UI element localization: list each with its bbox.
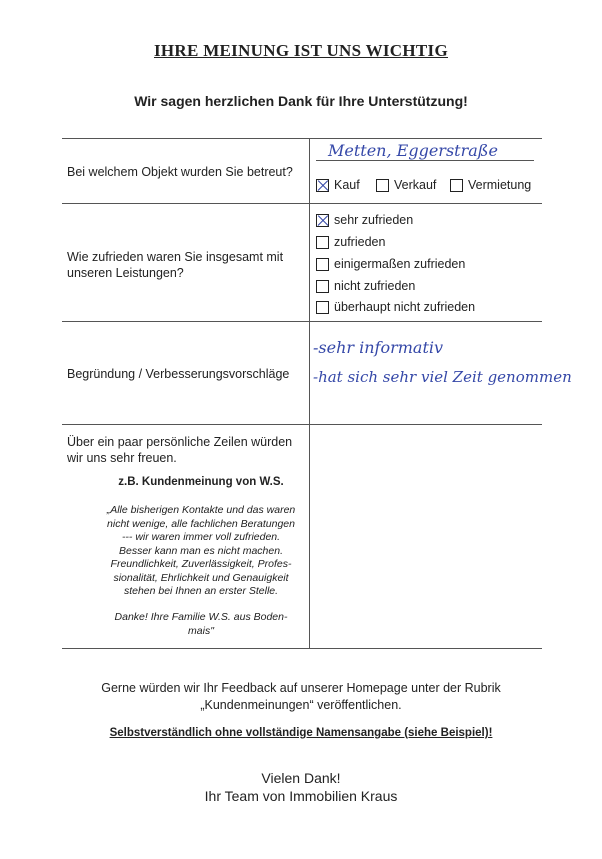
example-quote-line: „Alle bisherigen Kontakte und das waren xyxy=(106,504,296,516)
option-nicht-zufrieden[interactable]: nicht zufrieden xyxy=(316,279,415,293)
reasons-answer-line2[interactable]: -hat sich sehr viel Zeit genommen xyxy=(313,368,572,386)
option-sehr-zufrieden[interactable]: sehr zufrieden xyxy=(316,213,413,227)
example-quote-line: sionalität, Ehrlichkeit und Genauigkeit xyxy=(113,571,289,584)
object-answer-underline xyxy=(316,160,534,161)
example-quote-line: --- wir waren immer voll zufrieden. xyxy=(121,531,281,543)
checkbox-verkauf[interactable] xyxy=(376,179,389,192)
personal-lines-area[interactable] xyxy=(310,425,542,648)
footer-line2: „Kundenmeinungen“ veröffentlichen. xyxy=(200,698,402,712)
closing-team: Ihr Team von Immobilien Kraus xyxy=(204,788,398,804)
closing xyxy=(0,769,602,805)
option-ueberhaupt-nicht-zufrieden[interactable]: überhaupt nicht zufrieden xyxy=(316,300,475,314)
checkbox-ueberhaupt-nicht-zufrieden[interactable] xyxy=(316,301,329,314)
table-divider xyxy=(62,648,542,649)
footer-note: Selbstverständlich ohne vollständige Namensangabe (siehe Beispiel)! xyxy=(109,727,493,739)
checkbox-vermietung[interactable] xyxy=(450,179,463,192)
table-divider xyxy=(62,138,542,139)
option-verkauf[interactable]: Verkauf xyxy=(376,178,436,192)
question-personal-line2: wir uns sehr freuen. xyxy=(67,451,177,465)
closing-thanks: Vielen Dank! xyxy=(261,770,341,786)
question-satisfaction-line1: Wie zufrieden waren Sie insgesamt mit xyxy=(67,250,284,264)
checkbox-zufrieden[interactable] xyxy=(316,236,329,249)
option-einigermassen-zufrieden[interactable]: einigermaßen zufrieden xyxy=(316,257,465,271)
page-title: IHRE MEINUNG IST UNS WICHTIG xyxy=(153,41,448,60)
question-satisfaction-line2: unseren Leistungen? xyxy=(67,266,184,280)
example-quote-line: Besser kann man es nicht machen. xyxy=(118,544,283,557)
option-kauf[interactable]: Kauf xyxy=(316,178,360,192)
example-signature-line: Danke! Ihre Familie W.S. aus Boden- xyxy=(114,611,288,623)
table-divider xyxy=(62,321,542,322)
page-subtitle: Wir sagen herzlichen Dank für Ihre Unterstützung! xyxy=(134,93,468,109)
footer-text xyxy=(0,680,602,714)
checkbox-einigermassen-zufrieden[interactable] xyxy=(316,258,329,271)
example-signature-line: mais" xyxy=(188,624,214,637)
footer-line1: Gerne würden wir Ihr Feedback auf unserer Homepage unter der Rubrik xyxy=(101,681,501,695)
example-quote-line: stehen bei Ihnen an erster Stelle. xyxy=(123,585,279,597)
checkbox-sehr-zufrieden[interactable] xyxy=(316,214,329,227)
example-quote xyxy=(95,504,307,599)
option-vermietung[interactable]: Vermietung xyxy=(450,178,531,192)
question-object: Bei welchem Objekt wurden Sie betreut? xyxy=(67,165,293,179)
reasons-answer-line1[interactable]: -sehr informativ xyxy=(313,338,444,357)
question-personal xyxy=(67,434,292,466)
checkbox-nicht-zufrieden[interactable] xyxy=(316,280,329,293)
checkbox-kauf[interactable] xyxy=(316,179,329,192)
question-reasons: Begründung / Verbesserungsvorschläge xyxy=(67,367,290,381)
example-heading: z.B. Kundenmeinung von W.S. xyxy=(118,476,284,488)
example-quote-line: Freundlichkeit, Zuverlässigkeit, Profes- xyxy=(110,558,292,570)
object-answer-handwritten[interactable]: Metten, Eggerstraße xyxy=(328,141,498,160)
table-divider xyxy=(62,203,542,204)
example-quote-line: nicht wenige, alle fachlichen Beratungen xyxy=(107,517,295,530)
question-satisfaction xyxy=(67,249,283,281)
example-signature xyxy=(95,611,307,638)
option-zufrieden[interactable]: zufrieden xyxy=(316,235,385,249)
question-personal-line1: Über ein paar persönliche Zeilen würden xyxy=(67,435,293,449)
